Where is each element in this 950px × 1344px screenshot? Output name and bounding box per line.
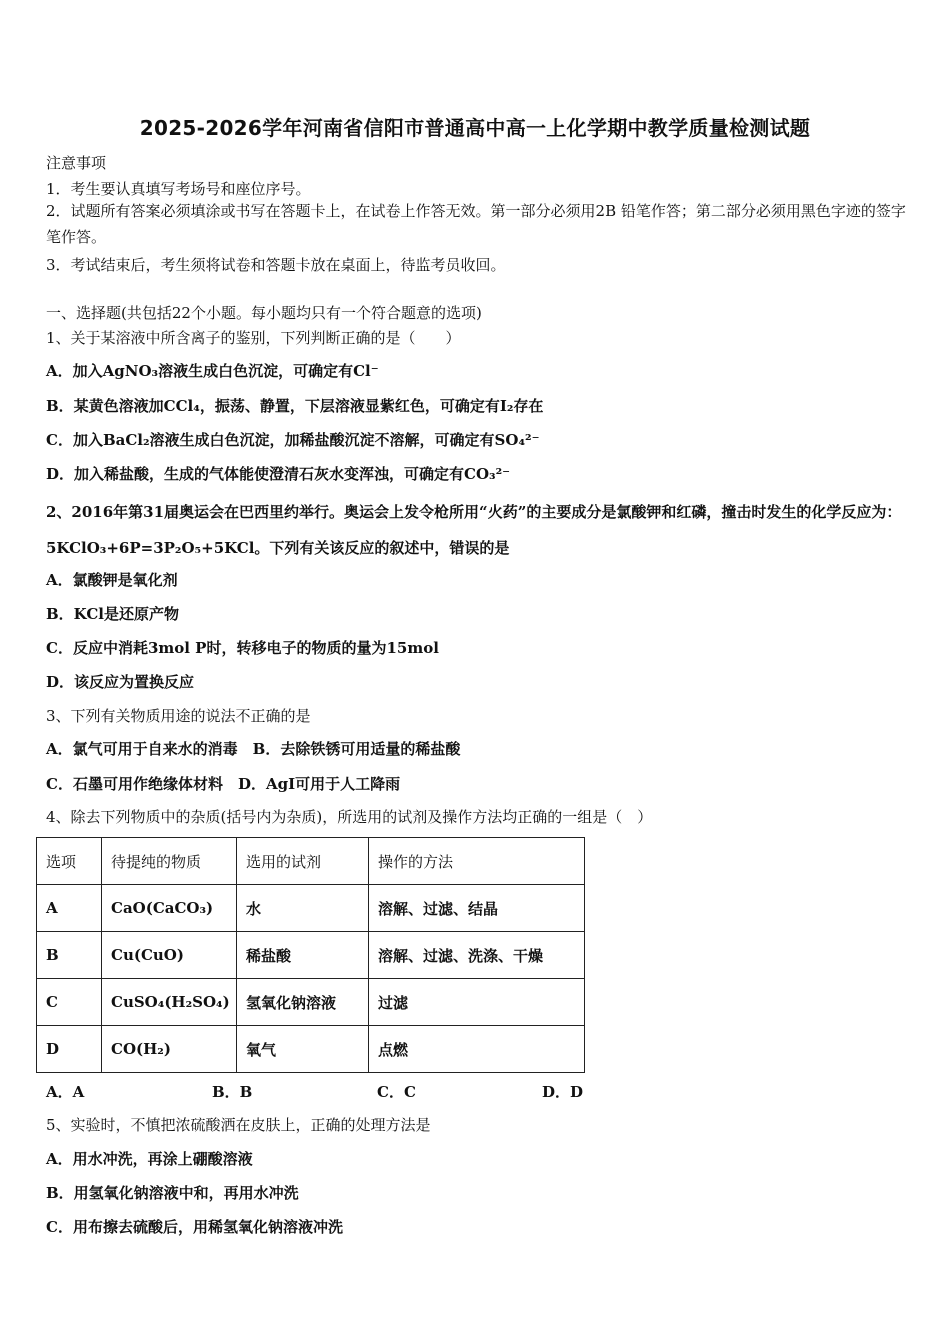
table-row [37, 1026, 585, 1073]
table-cell: 水 [237, 885, 369, 932]
q1-option-c: C．加入BaCl₂溶液生成白色沉淀，加稀盐酸沉淀不溶解，可确定有SO₄²⁻ [46, 431, 540, 449]
q4-answer-c: C．C [377, 1083, 416, 1101]
table-header: 操作的方法 [369, 838, 585, 885]
q5-option-c: C．用布擦去硫酸后，用稀氢氧化钠溶液冲洗 [46, 1218, 343, 1236]
q5-stem: 5、实验时，不慎把浓硫酸洒在皮肤上，正确的处理方法是 [46, 1116, 431, 1134]
q5-option-a: A．用水冲洗，再涂上硼酸溶液 [46, 1150, 253, 1168]
q1-option-d: D．加入稀盐酸，生成的气体能使澄清石灰水变浑浊，可确定有CO₃²⁻ [46, 465, 511, 483]
table-row [37, 932, 585, 979]
table-cell: 点燃 [369, 1026, 585, 1073]
table-cell: Cu(CuO) [102, 932, 237, 979]
q2-option-d: D．该反应为置换反应 [46, 673, 195, 691]
page-title: 2025-2026学年河南省信阳市普通高中高一上化学期中教学质量检测试题 [139, 116, 811, 140]
q3-options-ab: A．氯气可用于自来水的消毒 B．去除铁锈可用适量的稀盐酸 [46, 740, 461, 758]
q4-answer-d: D．D [542, 1083, 584, 1101]
notice-item-2: 2．试题所有答案必须填涂或书写在答题卡上，在试卷上作答无效。第一部分必须用2B 铅笔作答；第二部分必须用黑色字迹的签字笔作答。 [46, 202, 906, 246]
q4-table [36, 837, 585, 1073]
notice-item-3: 3．考试结束后，考生须将试卷和答题卡放在桌面上，待监考员收回。 [46, 256, 506, 274]
table-header: 待提纯的物质 [102, 838, 237, 885]
table-cell: CuSO₄(H₂SO₄) [102, 979, 237, 1026]
table-cell: 溶解、过滤、结晶 [369, 885, 585, 932]
table-cell: 溶解、过滤、洗涤、干燥 [369, 932, 585, 979]
q1-option-b: B．某黄色溶液加CCl₄，振荡、静置，下层溶液显紫红色，可确定有I₂存在 [46, 397, 544, 415]
q2-stem: 2、2016年第31届奥运会在巴西里约举行。奥运会上发令枪所用“火药”的主要成分是氯酸钾和红磷，撞击时发生的化学反应为：5KClO₃+6P=3P₂O₅+5KCl。下列有关该反应的叙述中，错误的是 [46, 503, 902, 557]
q3-stem: 3、下列有关物质用途的说法不正确的是 [46, 707, 311, 725]
table-cell: A [37, 885, 102, 932]
q2-option-c: C．反应中消耗3mol P时，转移电子的物质的量为15mol [46, 639, 439, 657]
table-row [37, 885, 585, 932]
notice-item-1: 1．考生要认真填写考场号和座位序号。 [46, 180, 311, 198]
table-cell: CO(H₂) [102, 1026, 237, 1073]
q4-stem: 4、除去下列物质中的杂质(括号内为杂质)，所选用的试剂及操作方法均正确的一组是（ ） [46, 808, 653, 826]
q3-options-cd: C．石墨可用作绝缘体材料 D．AgI可用于人工降雨 [46, 775, 401, 793]
table-header: 选用的试剂 [237, 838, 369, 885]
q4-answer-a: A．A [46, 1083, 85, 1101]
section-heading: 一、选择题(共包括22个小题。每小题均只有一个符合题意的选项) [46, 304, 482, 322]
table-row [37, 979, 585, 1026]
q1-option-a: A．加入AgNO₃溶液生成白色沉淀，可确定有Cl⁻ [46, 362, 379, 380]
notice-heading: 注意事项 [46, 154, 107, 172]
table-cell: 过滤 [369, 979, 585, 1026]
table-header: 选项 [37, 838, 102, 885]
q5-option-b: B．用氢氧化钠溶液中和，再用水冲洗 [46, 1184, 299, 1202]
table-header-row [37, 838, 585, 885]
table-cell: 稀盐酸 [237, 932, 369, 979]
table-cell: CaO(CaCO₃) [102, 885, 237, 932]
q4-answer-b: B．B [212, 1083, 253, 1101]
table-cell: D [37, 1026, 102, 1073]
table-cell: B [37, 932, 102, 979]
table-cell: C [37, 979, 102, 1026]
q2-option-a: A．氯酸钾是氧化剂 [46, 571, 178, 589]
q1-stem: 1、关于某溶液中所含离子的鉴别，下列判断正确的是（ ） [46, 329, 461, 347]
table-cell: 氢氧化钠溶液 [237, 979, 369, 1026]
table-cell: 氧气 [237, 1026, 369, 1073]
q2-option-b: B．KCl是还原产物 [46, 605, 179, 623]
